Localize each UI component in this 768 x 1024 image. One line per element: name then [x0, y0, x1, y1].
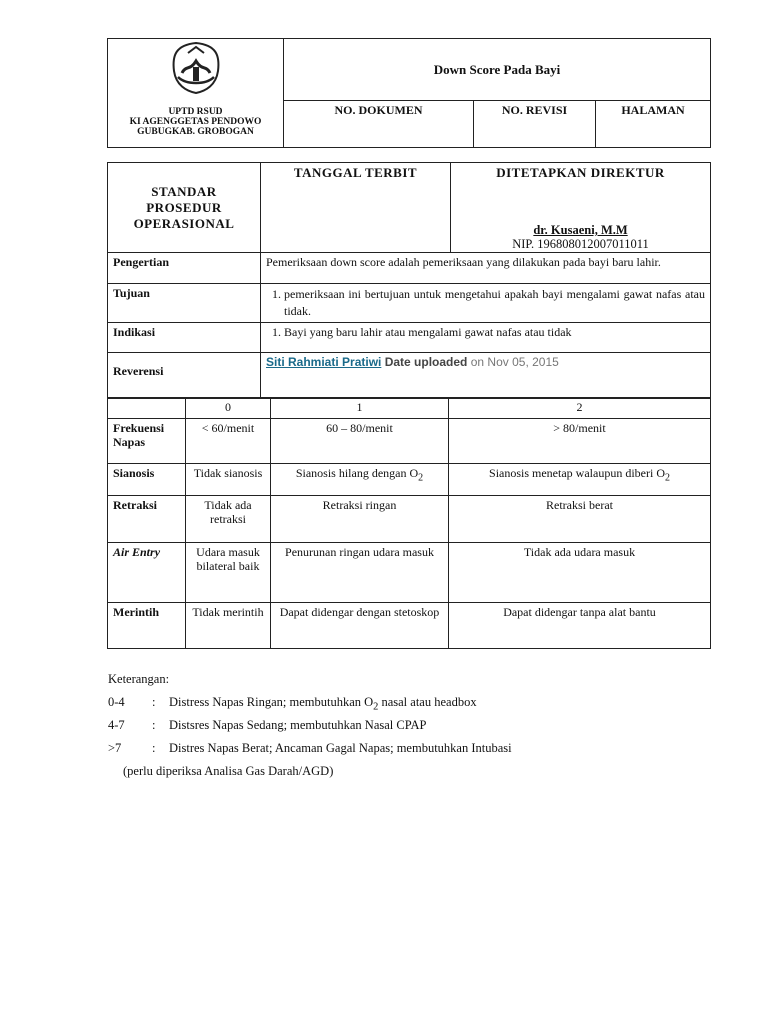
cell-score-2: Dapat didengar tanpa alat bantu	[449, 603, 711, 649]
keterangan-sep: :	[152, 718, 156, 732]
cell-score-1	[271, 464, 449, 496]
row-label-frekuensi: Frekuensi Napas	[108, 419, 186, 464]
regency-logo-icon	[168, 41, 224, 95]
cell-score-1: Penurunan ringan udara masuk	[271, 543, 449, 603]
cell-score-1: Retraksi ringan	[271, 496, 449, 543]
indikasi-text: 1. Bayi yang baru lahir atau mengalami gawat nafas atau tidak	[284, 325, 705, 340]
keterangan-range: 4-7	[108, 718, 125, 732]
tujuan-label: Tujuan	[108, 284, 261, 323]
ditetapkan-label: DITETAPKAN DIREKTUR	[496, 165, 665, 180]
cell-score-2: Retraksi berat	[449, 496, 711, 543]
reverensi-uploaded-label: Date uploaded	[384, 355, 468, 369]
subscript-two: 2	[418, 472, 424, 484]
header-table	[107, 38, 711, 148]
sop-table	[107, 162, 711, 399]
table-row	[108, 464, 711, 496]
score-header-2: 2	[449, 398, 711, 419]
cell-score-1: 60 – 80/menit	[271, 419, 449, 464]
keterangan-text: Distsres Napas Sedang; membutuhkan Nasal CPAP	[169, 718, 427, 732]
row-label-retraksi: Retraksi	[108, 496, 186, 543]
keterangan-sep: :	[152, 695, 156, 709]
header-logo-cell	[108, 39, 284, 148]
no-dokumen-header: NO. DOKUMEN	[284, 101, 474, 148]
cell-text: Sianosis hilang dengan O	[295, 466, 419, 480]
table-row	[108, 603, 711, 649]
cell-score-0: Tidak sianosis	[186, 464, 271, 496]
table-row	[108, 419, 711, 464]
score-header-empty	[108, 398, 186, 419]
reverensi-date: on Nov 05, 2015	[470, 355, 559, 369]
keterangan-title: Keterangan:	[108, 672, 170, 686]
score-table	[107, 397, 711, 649]
sop-title: STANDAR PROSEDUR OPERASIONAL	[108, 163, 261, 253]
document-title: Down Score Pada Bayi	[284, 39, 711, 101]
indikasi-label: Indikasi	[108, 323, 261, 353]
keterangan-text	[169, 695, 477, 713]
reverensi-cell	[261, 353, 711, 399]
keterangan-text-tail: nasal atau headbox	[378, 695, 477, 709]
no-revisi-header: NO. REVISI	[474, 101, 596, 148]
table-row	[108, 543, 711, 603]
score-header-0: 0	[186, 398, 271, 419]
cell-score-0: Tidak merintih	[186, 603, 271, 649]
cell-score-1: Dapat didengar dengan stetoskop	[271, 603, 449, 649]
tujuan-cell	[261, 284, 711, 323]
score-header-1: 1	[271, 398, 449, 419]
keterangan-text: Distres Napas Berat; Ancaman Gagal Napas; membutuhkan Intubasi	[169, 741, 512, 755]
cell-score-0: Udara masuk bilateral baik	[186, 543, 271, 603]
row-label-merintih: Merintih	[108, 603, 186, 649]
indikasi-cell	[261, 323, 711, 353]
cell-score-0: Tidak ada retraksi	[186, 496, 271, 543]
subscript-two: 2	[373, 701, 379, 713]
org-line-2: KI AGENGGETAS PENDOWO	[129, 117, 262, 127]
score-header-row	[108, 398, 711, 419]
table-row	[108, 496, 711, 543]
tanggal-terbit-label: TANGGAL TERBIT	[261, 163, 451, 253]
keterangan-range: 0-4	[108, 695, 125, 709]
reverensi-label: Reverensi	[108, 353, 261, 399]
org-line-1: UPTD RSUD	[168, 107, 223, 117]
org-line-3: GUBUGKAB. GROBOGAN	[137, 127, 254, 137]
keterangan-range: >7	[108, 741, 122, 755]
row-label-sianosis: Sianosis	[108, 464, 186, 496]
cell-score-2: Tidak ada udara masuk	[449, 543, 711, 603]
director-nip: NIP. 196808012007011011	[512, 237, 649, 251]
tujuan-text: 1. pemeriksaan ini bertujuan untuk mengetahui apakah bayi mengalami gawat nafas atau tidak.	[284, 286, 705, 320]
row-label-air-entry: Air Entry	[108, 543, 186, 603]
keterangan-text-main: Distress Napas Ringan; membutuhkan O	[169, 695, 374, 709]
halaman-header: HALAMAN	[596, 101, 711, 148]
cell-score-0: < 60/menit	[186, 419, 271, 464]
reverensi-author-link[interactable]: Siti Rahmiati Pratiwi	[266, 355, 382, 369]
director-name: dr. Kusaeni, M.M	[533, 223, 628, 237]
keterangan-note: (perlu diperiksa Analisa Gas Darah/AGD)	[123, 764, 334, 778]
pengertian-text: Pemeriksaan down score adalah pemeriksaan yang dilakukan pada bayi baru lahir.	[261, 253, 711, 284]
cell-score-2: > 80/menit	[449, 419, 711, 464]
cell-text: Sianosis menetap walaupun diberi O	[489, 466, 665, 480]
pengertian-label: Pengertian	[108, 253, 261, 284]
subscript-two: 2	[664, 472, 670, 484]
cell-score-2	[449, 464, 711, 496]
ditetapkan-cell	[451, 163, 711, 253]
keterangan-sep: :	[152, 741, 156, 755]
